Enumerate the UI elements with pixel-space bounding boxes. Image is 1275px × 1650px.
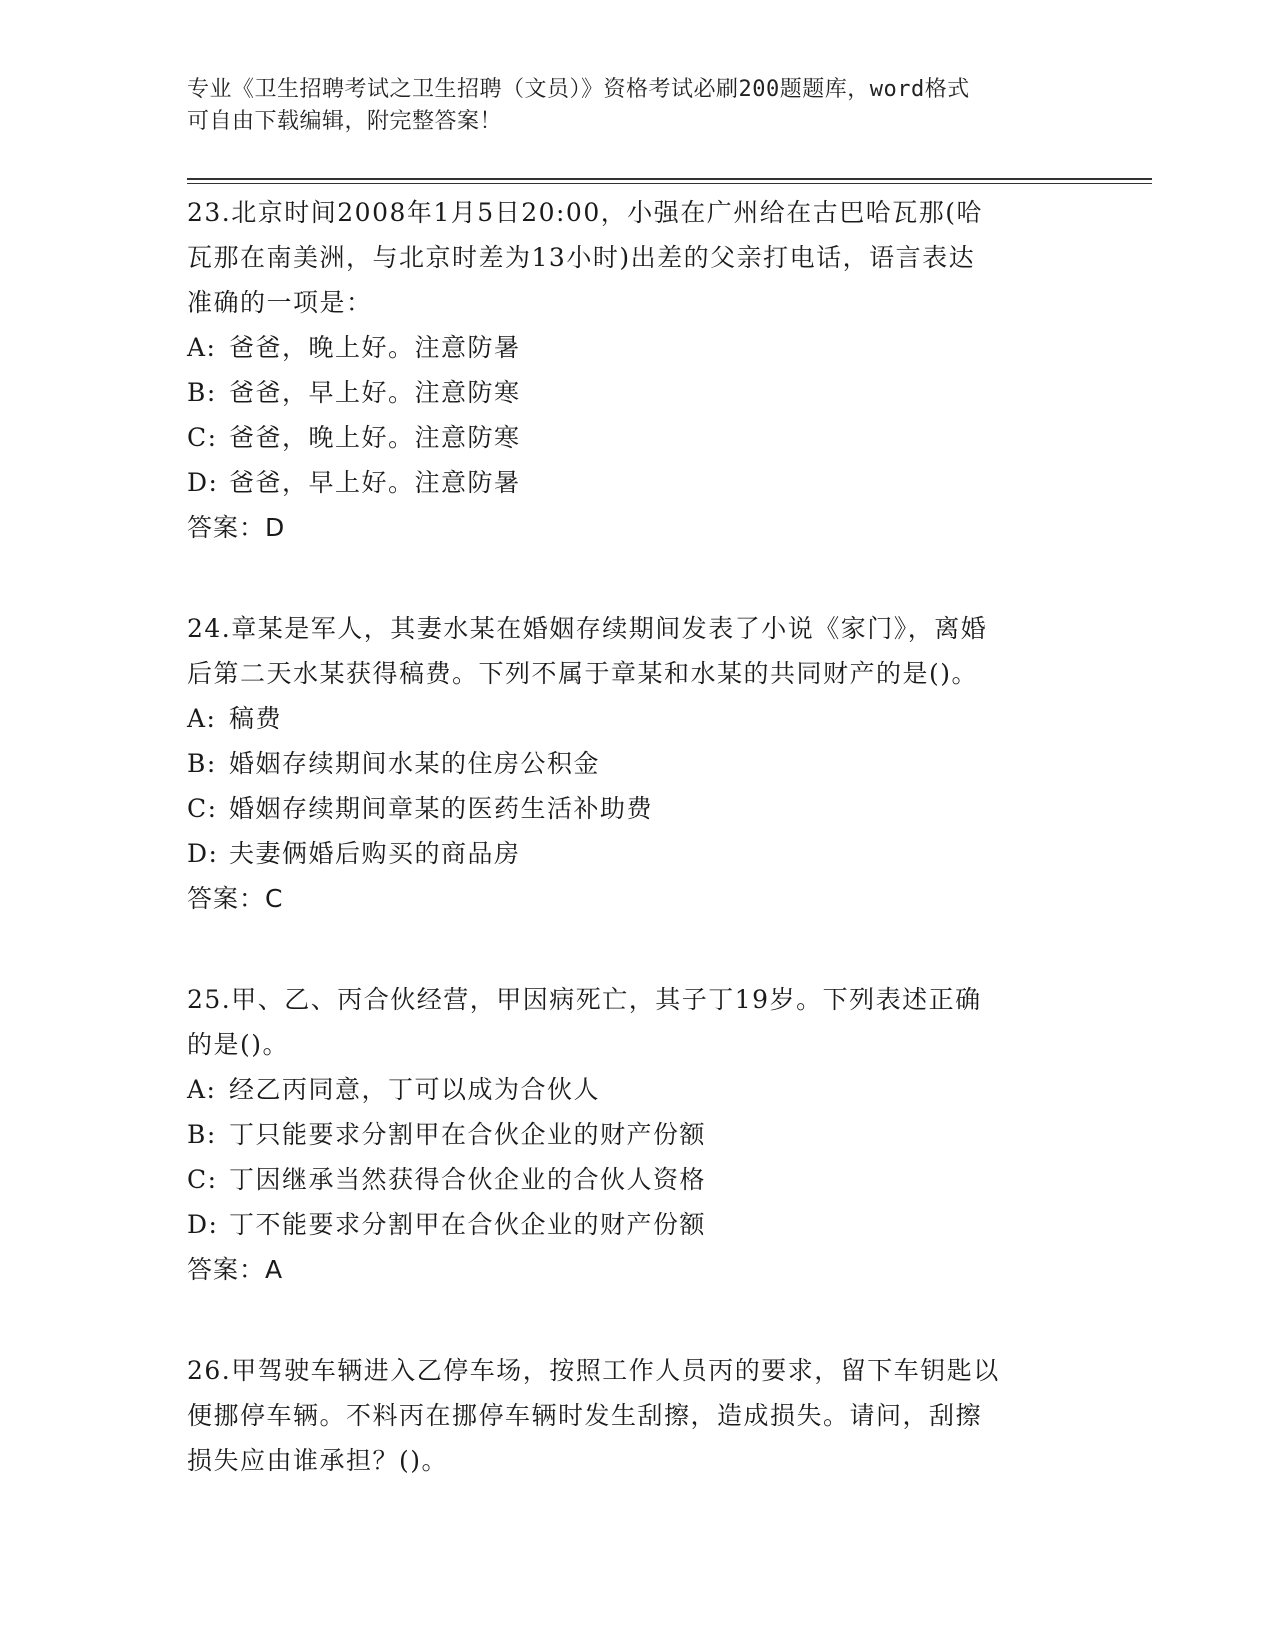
option-key: B: xyxy=(187,749,217,778)
option-key: D: xyxy=(187,1210,219,1239)
option-b xyxy=(187,1112,1087,1157)
question-stem-line: 24.章某是军人，其妻水某在婚姻存续期间发表了小说《家门》，离婚 xyxy=(187,614,988,643)
option-a xyxy=(187,696,1087,741)
option-text: 婚姻存续期间章某的医药生活补助费 xyxy=(229,794,654,823)
option-b xyxy=(187,741,1087,786)
option-text: 丁因继承当然获得合伙企业的合伙人资格 xyxy=(229,1165,707,1194)
option-b xyxy=(187,370,1087,415)
option-a xyxy=(187,1067,1087,1112)
question-list xyxy=(187,190,1087,1539)
option-c xyxy=(187,415,1087,460)
option-text: 丁只能要求分割甲在合伙企业的财产份额 xyxy=(229,1120,707,1149)
header-divider-thick xyxy=(187,178,1152,180)
option-key: C: xyxy=(187,794,218,823)
header-line-2: 可自由下载编辑，附完整答案！ xyxy=(187,109,503,134)
question-stem-line: 损失应由谁承担？()。 xyxy=(187,1446,449,1475)
question-24 xyxy=(187,606,1087,921)
option-key: B: xyxy=(187,378,217,407)
option-c xyxy=(187,1157,1087,1202)
option-text: 爸爸，早上好。注意防暑 xyxy=(229,468,521,497)
option-d xyxy=(187,460,1087,505)
question-stem-line: 26.甲驾驶车辆进入乙停车场，按照工作人员丙的要求，留下车钥匙以 xyxy=(187,1356,1000,1385)
option-text: 婚姻存续期间水某的住房公积金 xyxy=(229,749,601,778)
option-text: 爸爸，早上好。注意防寒 xyxy=(229,378,521,407)
option-c xyxy=(187,786,1087,831)
question-stem-line: 的是()。 xyxy=(187,1030,290,1059)
option-a xyxy=(187,325,1087,370)
option-key: A: xyxy=(187,1075,217,1104)
option-key: C: xyxy=(187,1165,218,1194)
document-header xyxy=(187,74,1067,138)
option-text: 爸爸，晚上好。注意防寒 xyxy=(229,423,521,452)
header-divider-thin xyxy=(187,183,1152,184)
option-text: 爸爸，晚上好。注意防暑 xyxy=(229,333,521,362)
option-text: 夫妻俩婚后购买的商品房 xyxy=(229,839,521,868)
option-text: 丁不能要求分割甲在合伙企业的财产份额 xyxy=(229,1210,707,1239)
answer-label: 答案：D xyxy=(187,513,286,542)
option-key: C: xyxy=(187,423,218,452)
option-key: D: xyxy=(187,468,219,497)
question-23 xyxy=(187,190,1087,550)
answer-label: 答案：C xyxy=(187,884,284,913)
question-stem-line: 便挪停车辆。不料丙在挪停车辆时发生刮擦，造成损失。请问，刮擦 xyxy=(187,1401,983,1430)
header-line-1: 专业《卫生招聘考试之卫生招聘（文员）》资格考试必刷200题题库，word格式 xyxy=(187,77,970,102)
option-key: A: xyxy=(187,704,217,733)
answer-label: 答案：A xyxy=(187,1255,284,1284)
option-text: 经乙丙同意，丁可以成为合伙人 xyxy=(229,1075,601,1104)
option-d xyxy=(187,831,1087,876)
question-stem-line: 25.甲、乙、丙合伙经营，甲因病死亡，其子丁19岁。下列表述正确 xyxy=(187,985,982,1014)
option-d xyxy=(187,1202,1087,1247)
question-stem-line: 23.北京时间2008年1月5日20:00，小强在广州给在古巴哈瓦那(哈 xyxy=(187,198,983,227)
option-key: A: xyxy=(187,333,217,362)
option-key: B: xyxy=(187,1120,217,1149)
option-key: D: xyxy=(187,839,219,868)
question-25 xyxy=(187,977,1087,1292)
question-stem-line: 瓦那在南美洲，与北京时差为13小时)出差的父亲打电话，语言表达 xyxy=(187,243,976,272)
question-stem-line: 准确的一项是： xyxy=(187,288,373,317)
option-text: 稿费 xyxy=(229,704,283,733)
question-26 xyxy=(187,1348,1087,1483)
question-stem-line: 后第二天水某获得稿费。下列不属于章某和水某的共同财产的是()。 xyxy=(187,659,979,688)
